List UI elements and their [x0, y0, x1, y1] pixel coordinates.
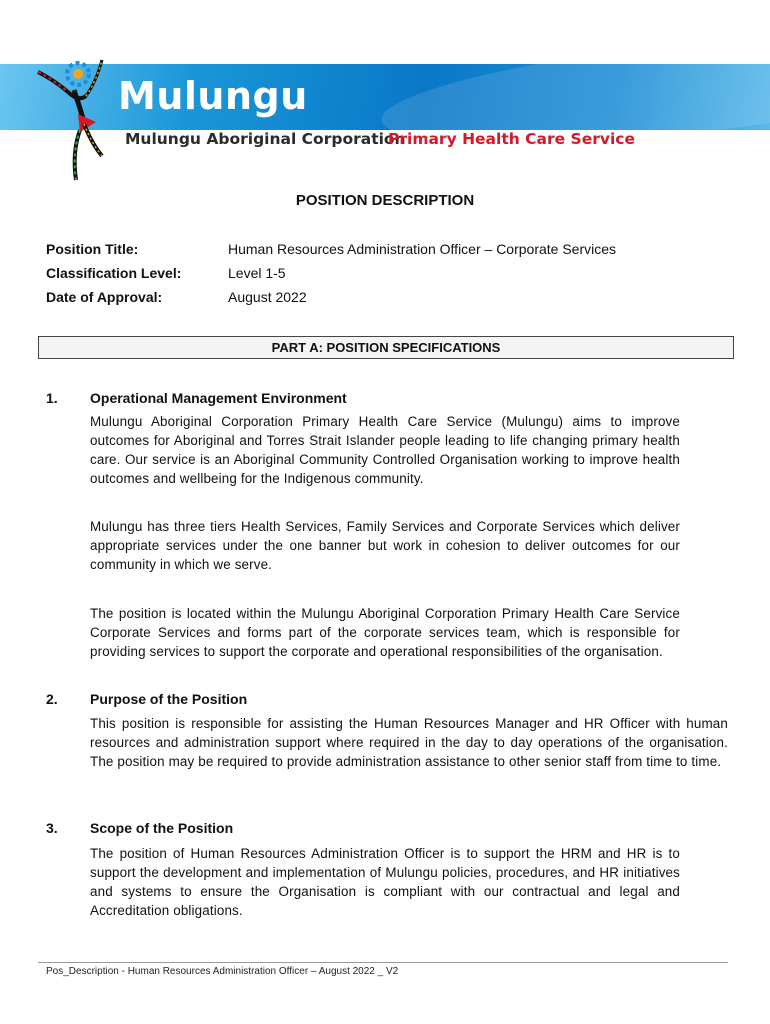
- footer-divider: [38, 962, 728, 963]
- classification-level-value: Level 1-5: [228, 265, 286, 281]
- section-2-heading: Purpose of the Position: [90, 691, 248, 707]
- section-3-paragraph-1: The position of Human Resources Administration Officer is to support the HRM and HR is to support the development and implementation of Mulungu policies, procedures, and HR initiatives and systems to ensure the Organisation is compliant with our contractual and legal and Accreditation obligations.: [90, 846, 680, 918]
- section-1-paragraph-3: The position is located within the Mulungu Aboriginal Corporation Primary Health Care Service Corporate Services and forms part of the corporate services team, which is responsible for providing services to support the corporate and operational responsibilities of the organisation.: [90, 606, 680, 659]
- mulungu-logo-figure-icon: [34, 52, 124, 182]
- section-1-number: 1.: [46, 390, 58, 406]
- date-of-approval-label: Date of Approval:: [46, 289, 163, 305]
- section-3-number: 3.: [46, 820, 58, 836]
- section-3-heading: Scope of the Position: [90, 820, 234, 836]
- corporation-name: Mulungu Aboriginal Corporation: [125, 130, 406, 148]
- date-of-approval-value: August 2022: [228, 289, 307, 305]
- section-1-paragraph-1: Mulungu Aboriginal Corporation Primary Health Care Service (Mulungu) aims to improve outcomes for Aboriginal and Torres Strait Islander people leading to life changing primary health care. Our service is an Aboriginal Community Controlled Organisation working to improve health outcomes and wellbeing for the Indigenous community.: [90, 414, 680, 486]
- service-name: Primary Health Care Service: [388, 130, 635, 148]
- footer-text: Pos_Description - Human Resources Administration Officer – August 2022 _ V2: [46, 966, 399, 977]
- position-title-label: Position Title:: [46, 241, 139, 257]
- part-a-heading: PART A: POSITION SPECIFICATIONS: [38, 336, 734, 359]
- section-1-paragraph-2: Mulungu has three tiers Health Services, Family Services and Corporate Services which deliver appropriate services under the one banner but work in cohesion to deliver outcomes for our community in which we serve.: [90, 519, 680, 572]
- section-2-paragraph-1: This position is responsible for assisting the Human Resources Manager and HR Officer with human resources and administration support where required in the day to day operations of the organisation. The position may be required to provide administration assistance to other senior staff from time to time.: [90, 716, 728, 769]
- classification-level-label: Classification Level:: [46, 265, 182, 281]
- banner-swoosh: [377, 64, 770, 130]
- position-title-value: Human Resources Administration Officer – Corporate Services: [228, 241, 617, 257]
- document-title: POSITION DESCRIPTION: [295, 192, 475, 209]
- section-1-heading: Operational Management Environment: [90, 390, 347, 406]
- brand-name: Mulungu: [118, 74, 308, 118]
- section-2-number: 2.: [46, 691, 58, 707]
